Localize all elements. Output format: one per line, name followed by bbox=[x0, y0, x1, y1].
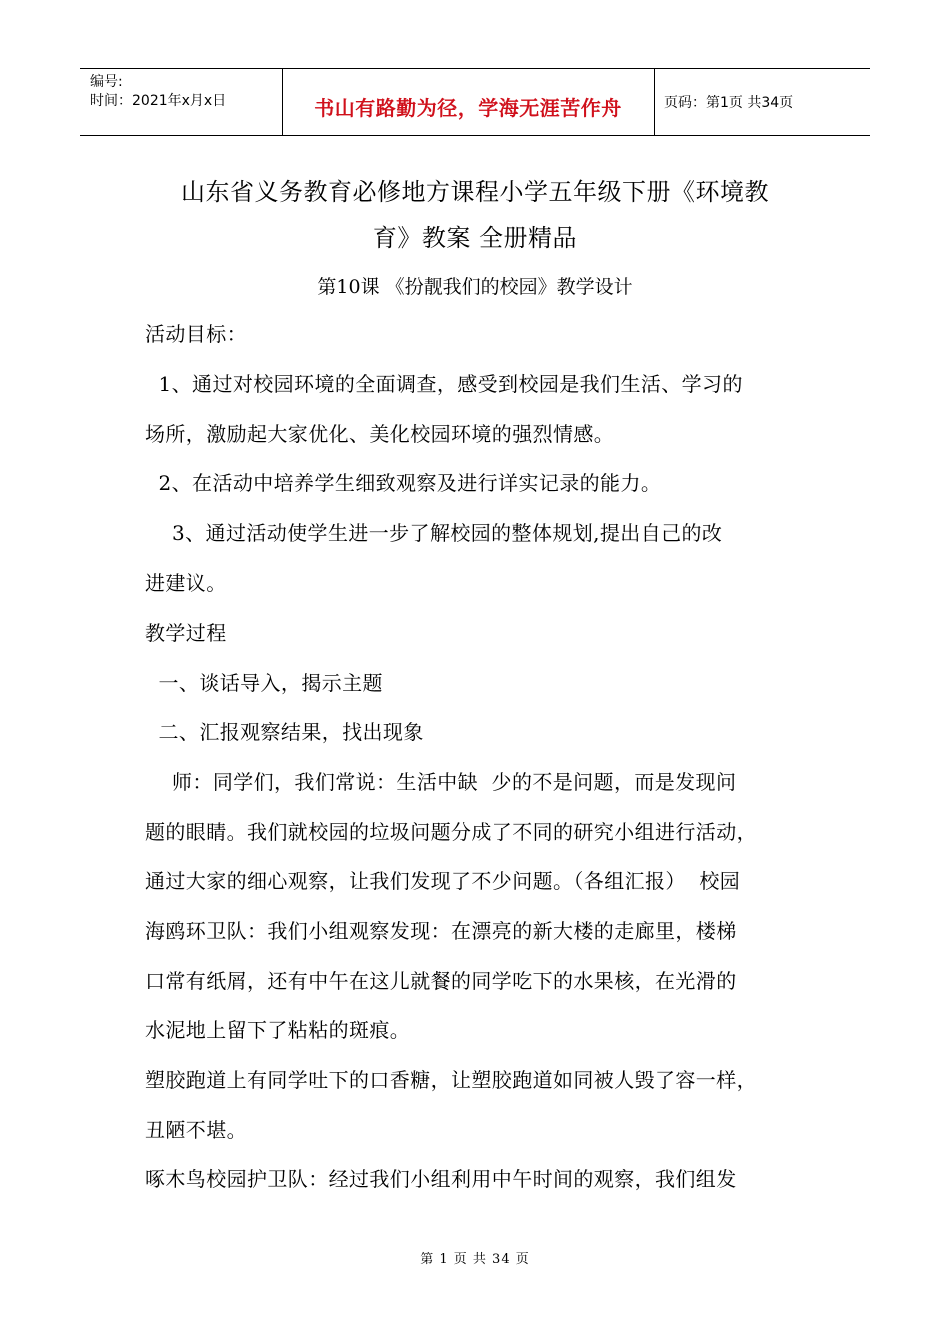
body-line: 口常有纸屑，还有中午在这儿就餐的同学吃下的水果核，在光滑的 bbox=[145, 969, 737, 993]
body-line: 一、谈话导入，揭示主题 bbox=[145, 671, 383, 695]
document-date: 时间：2021年x月x日 bbox=[90, 93, 227, 109]
body-line: 活动目标： bbox=[145, 322, 247, 346]
body-line: 二、汇报观察结果，找出现象 bbox=[145, 720, 424, 744]
body-line: 塑胶跑道上有同学吐下的口香糖，让塑胶跑道如同被人毁了容一样， bbox=[145, 1068, 757, 1092]
body-line: 丑陋不堪。 bbox=[145, 1118, 247, 1142]
header-page-cell bbox=[654, 69, 870, 135]
document-title-line-1: 山东省义务教育必修地方课程小学五年级下册《环境教 bbox=[181, 178, 769, 206]
body-line: 师：同学们，我们常说：生活中缺 少的不是问题，而是发现问 bbox=[145, 770, 737, 794]
body-line: 水泥地上留下了粘粘的斑痕。 bbox=[145, 1018, 411, 1042]
body-line: 1、通过对校园环境的全面调查，感受到校园是我们生活、学习的 bbox=[145, 372, 743, 396]
body-line: 通过大家的细心观察，让我们发现了不少问题。（各组汇报） 校园 bbox=[145, 869, 741, 893]
page-header bbox=[80, 68, 870, 136]
body-line: 题的眼睛。我们就校园的垃圾问题分成了不同的研究小组进行活动， bbox=[145, 820, 757, 844]
document-title-line-2: 育》教案 全册精品 bbox=[372, 224, 578, 252]
document-number-label: 编号: bbox=[90, 74, 123, 90]
body-line: 场所，激励起大家优化、美化校园环境的强烈情感。 bbox=[145, 422, 615, 446]
header-motto-cell bbox=[282, 69, 655, 135]
body-line: 进建议。 bbox=[145, 571, 227, 595]
body-line: 2、在活动中培养学生细致观察及进行详实记录的能力。 bbox=[145, 471, 662, 495]
body-line: 教学过程 bbox=[145, 621, 227, 645]
page-footer: 第 1 页 共 34 页 bbox=[420, 1252, 530, 1267]
header-page-info: 页码：第1页 共34页 bbox=[664, 95, 794, 111]
lesson-subtitle: 第10课 《扮靓我们的校园》教学设计 bbox=[317, 276, 633, 298]
body-line: 啄木鸟校园护卫队：经过我们小组利用中午时间的观察，我们组发 bbox=[145, 1167, 737, 1191]
header-info-cell bbox=[80, 69, 283, 135]
body-line: 海鸥环卫队：我们小组观察发现：在漂亮的新大楼的走廊里，楼梯 bbox=[145, 919, 737, 943]
header-motto: 书山有路勤为径，学海无涯苦作舟 bbox=[314, 96, 622, 120]
body-line: 3、通过活动使学生进一步了解校园的整体规划,提出自己的改 bbox=[145, 521, 723, 545]
